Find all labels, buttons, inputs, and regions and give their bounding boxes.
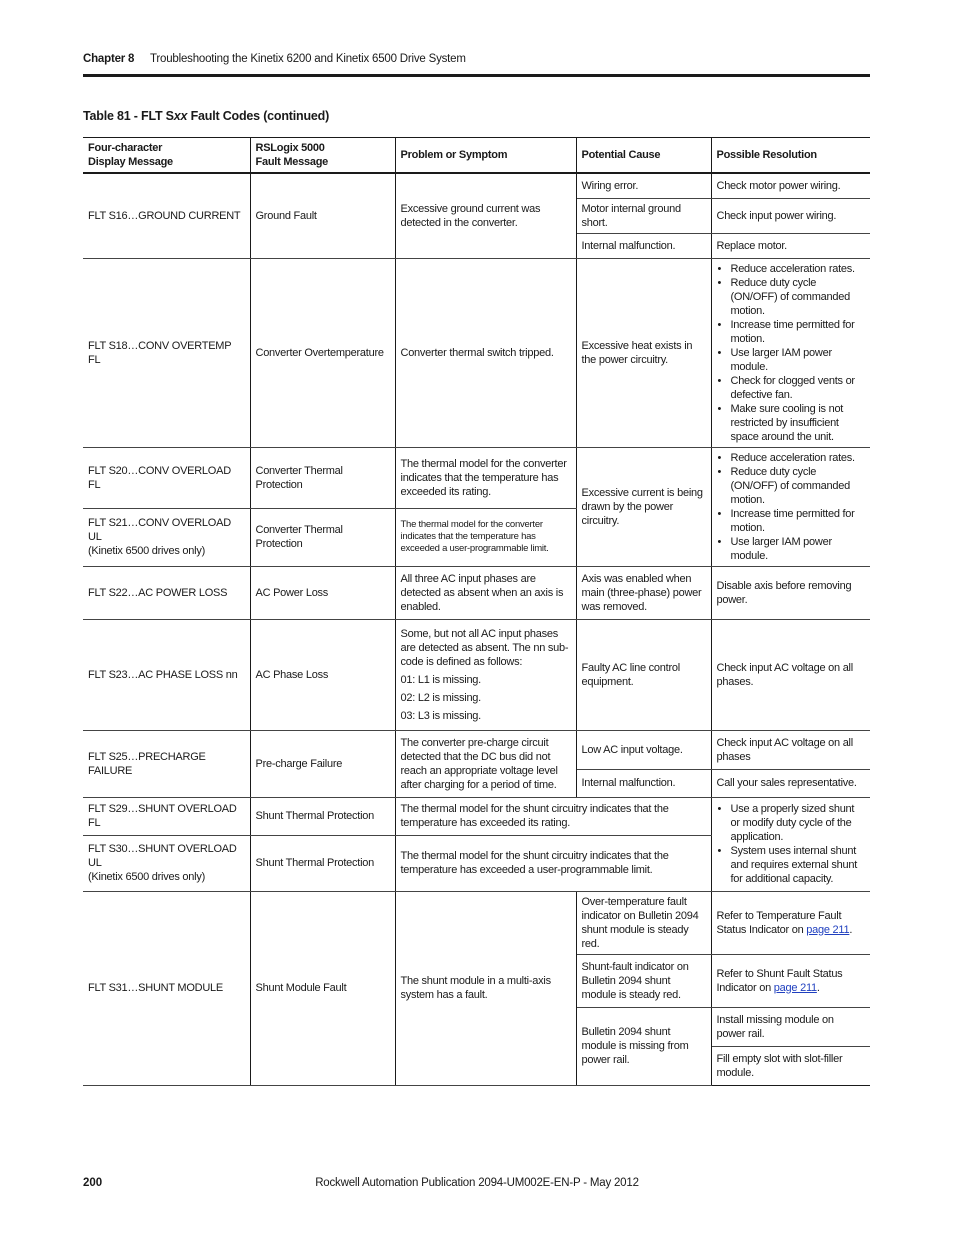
cause-text: Bulletin 2094 shunt module is missing from power rail. [576,1007,711,1085]
subcode-line: 03: L3 is missing. [400,709,481,722]
cause-text: Excessive current is being drawn by the power circuitry. [576,447,711,566]
page-link[interactable]: page 211 [806,923,850,936]
fault-message: Shunt Thermal Protection [250,797,395,835]
resolution-text: Check input power wiring. [711,198,870,233]
cause-text: Internal malfunction. [576,233,711,258]
table-row [83,173,870,198]
problem-text: The thermal model for the converter indicates that the temperature has exceeded its rating. [395,447,576,509]
fault-message: Ground Fault [250,173,395,258]
running-header [83,53,466,65]
problem-text: The thermal model for the shunt circuitry indicates that the temperature has exceeded its rating. [395,797,711,835]
list-item: • Use a properly sized shunt or modify duty cycle of the application. [731,802,866,844]
display-message: FLT S20…CONV OVERLOAD FL [83,447,250,509]
cause-text: Shunt-fault indicator on Bulletin 2094 shunt module is steady red. [576,954,711,1007]
header-rule [83,74,870,77]
list-item: • Make sure cooling is not restricted by insufficient space around the unit. [731,402,866,444]
resolution-text: Check motor power wiring. [711,173,870,198]
col-fault-message: RSLogix 5000 Fault Message [250,138,395,174]
cause-text: Low AC input voltage. [576,730,711,769]
cause-text: Axis was enabled when main (three-phase) power was removed. [576,566,711,619]
problem-text: Converter thermal switch tripped. [395,258,576,447]
table-row [83,797,870,835]
table-row [83,891,870,954]
problem-text: All three AC input phases are detected as absent when an axis is enabled. [395,566,576,619]
cause-text: Motor internal ground short. [576,198,711,233]
fault-message: Converter Thermal Protection [250,509,395,566]
display-message: FLT S22…AC POWER LOSS [83,566,250,619]
col-display-message: Four-character Display Message [83,138,250,174]
resolution-list [711,258,870,447]
list-item: • Increase time permitted for motion. [731,507,866,535]
cause-text: Faulty AC line control equipment. [576,619,711,730]
resolution-text: Install missing module on power rail. [711,1007,870,1046]
list-item: • Increase time permitted for motion. [731,318,866,346]
cause-text: Over-temperature fault indicator on Bulletin 2094 shunt module is steady red. [576,891,711,954]
table-row [83,730,870,769]
resolution-text: Refer to Shunt Fault Status Indicator on page 211. [711,954,870,1007]
cause-text: Wiring error. [576,173,711,198]
display-message: FLT S18…CONV OVERTEMP FL [83,258,250,447]
list-item: • Reduce acceleration rates. [731,262,866,276]
page-number: 200 [83,1177,103,1189]
col-problem: Problem or Symptom [395,138,576,174]
list-item: • Reduce duty cycle (ON/OFF) of commanded motion. [731,276,866,318]
problem-text: The converter pre-charge circuit detected that the DC bus did not reach an appropriate voltage level after charging for a period of time. [395,730,576,797]
resolution-list [711,797,870,891]
fault-message: Converter Thermal Protection [250,447,395,509]
problem-text: Excessive ground current was detected in the converter. [395,173,576,258]
cause-text: Excessive heat exists in the power circuitry. [576,258,711,447]
list-item: • Reduce duty cycle (ON/OFF) of commanded motion. [731,465,866,507]
fault-message: Shunt Module Fault [250,891,395,1085]
problem-text: The shunt module in a multi-axis system has a fault. [395,891,576,1085]
table-row [83,447,870,509]
chapter-title: Troubleshooting the Kinetix 6200 and Kinetix 6500 Drive System [150,53,466,65]
display-message: FLT S29…SHUNT OVERLOAD FL [83,797,250,835]
display-message: FLT S23…AC PHASE LOSS nn [83,619,250,730]
list-item: • Use larger IAM power module. [731,346,866,374]
fault-message: AC Power Loss [250,566,395,619]
list-item: • System uses internal shunt and requires external shunt for additional capacity. [731,844,866,886]
resolution-text: Check input AC voltage on all phases [711,730,870,769]
resolution-text: Call your sales representative. [711,769,870,797]
fault-message: Shunt Thermal Protection [250,835,395,891]
fault-codes-table [83,137,870,1086]
cause-text: Internal malfunction. [576,769,711,797]
publication-line: Rockwell Automation Publication 2094-UM002E-EN-P - May 2012 [315,1177,639,1189]
chapter-label: Chapter 8 [83,53,135,65]
col-resolution: Possible Resolution [711,138,870,174]
resolution-text: Check input AC voltage on all phases. [711,619,870,730]
resolution-text: Refer to Temperature Fault Status Indicator on page 211. [711,891,870,954]
table-row [83,619,870,730]
table-header-row [83,138,870,174]
resolution-list [711,447,870,566]
subcode-line: 02: L2 is missing. [400,691,481,704]
display-message: FLT S16…GROUND CURRENT [83,173,250,258]
display-message: FLT S25…PRECHARGE FAILURE [83,730,250,797]
list-item: • Use larger IAM power module. [731,535,866,563]
problem-text: The thermal model for the shunt circuitry indicates that the temperature has exceeded a user-programmable limit. [395,835,711,891]
resolution-text: Disable axis before removing power. [711,566,870,619]
list-item: • Reduce acceleration rates. [731,451,866,465]
problem-text: The thermal model for the converter indicates that the temperature has exceeded a user-programmable limit. [395,509,576,566]
fault-message: Pre-charge Failure [250,730,395,797]
subcode-line: 01: L1 is missing. [400,673,481,686]
resolution-text: Fill empty slot with slot-filler module. [711,1046,870,1085]
fault-message: AC Phase Loss [250,619,395,730]
problem-text: Some, but not all AC input phases are detected as absent. The nn sub-code is defined as follows: 01: L1 is missing. 02: L2 is missing. 03: L3 is missing. [395,619,576,730]
fault-message: Converter Overtemperature [250,258,395,447]
list-item: • Check for clogged vents or defective fan. [731,374,866,402]
table-row [83,566,870,619]
resolution-text: Replace motor. [711,233,870,258]
col-cause: Potential Cause [576,138,711,174]
display-message: FLT S31…SHUNT MODULE [83,891,250,1085]
page-link[interactable]: page 211 [773,981,817,994]
table-caption: Table 81 - FLT Sxx Fault Codes (continued) [83,109,330,123]
display-message: FLT S21…CONV OVERLOAD UL (Kinetix 6500 drives only) [83,509,250,566]
table-row [83,258,870,447]
display-message: FLT S30…SHUNT OVERLOAD UL (Kinetix 6500 drives only) [83,835,250,891]
